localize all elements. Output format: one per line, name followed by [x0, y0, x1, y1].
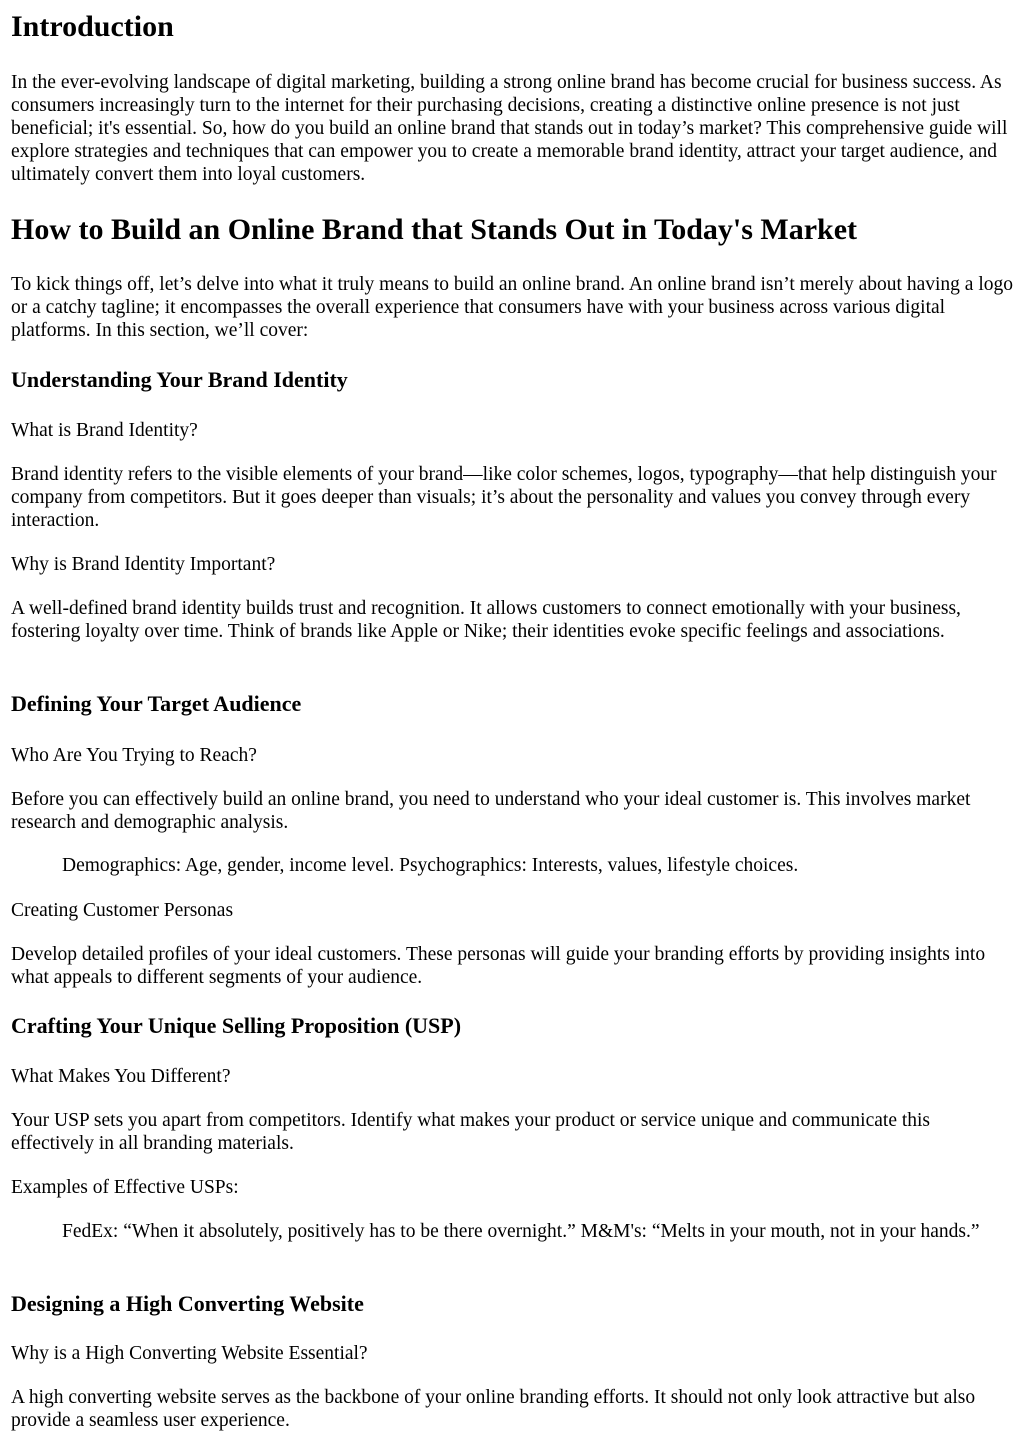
- website-heading: Designing a High Converting Website: [11, 1291, 364, 1316]
- brand-identity-question-1: What is Brand Identity?: [11, 420, 198, 441]
- brand-identity-paragraph-1: Brand identity refers to the visible elements of your brand—like color schemes, logos, typography—that help distinguish your company from competitors. But it goes deeper than visuals; it’s about the personality and values you convey through every interaction.: [11, 464, 997, 531]
- usp-blockquote: FedEx: “When it absolutely, positively has to be there overnight.” M&M's: “Melts in your mouth, not in your hands.”: [62, 1221, 980, 1242]
- brand-identity-question-2: Why is Brand Identity Important?: [11, 554, 276, 575]
- audience-question-2: Creating Customer Personas: [11, 900, 234, 921]
- audience-paragraph-1: Before you can effectively build an online brand, you need to understand who your ideal customer is. This involves market research and demographic analysis.: [11, 789, 971, 833]
- audience-heading: Defining Your Target Audience: [11, 691, 302, 716]
- intro-heading: Introduction: [11, 10, 174, 43]
- usp-question-2: Examples of Effective USPs:: [11, 1177, 239, 1198]
- usp-question-1: What Makes You Different?: [11, 1066, 231, 1087]
- website-paragraph-1: A high converting website serves as the backbone of your online branding efforts. It should not only look attractive but also provide a seamless user experience.: [11, 1387, 976, 1431]
- audience-paragraph-2: Develop detailed profiles of your ideal customers. These personas will guide your branding efforts by providing insights into what appeals to different segments of your audience.: [11, 944, 986, 988]
- audience-blockquote: Demographics: Age, gender, income level. Psychographics: Interests, values, lifestyle choices.: [62, 855, 799, 876]
- brand-identity-heading: Understanding Your Brand Identity: [11, 367, 348, 392]
- main-paragraph: To kick things off, let’s delve into what it truly means to build an online brand. An online brand isn’t merely about having a logo or a catchy tagline; it encompasses the overall experience that consumers have with your business across various digital platforms. In this section, we’ll cover:: [11, 274, 1013, 341]
- usp-heading: Crafting Your Unique Selling Proposition (USP): [11, 1013, 462, 1038]
- intro-paragraph: In the ever-evolving landscape of digital marketing, building a strong online brand has become crucial for business success. As consumers increasingly turn to the internet for their purchasing decisions, creating a distinctive online presence is not just beneficial; it's essential. So, how do you build an online brand that stands out in today’s market? This comprehensive guide will explore strategies and techniques that can empower you to create a memorable brand identity, attract your target audience, and ultimately convert them into loyal customers.: [11, 72, 1008, 185]
- usp-paragraph-1: Your USP sets you apart from competitors. Identify what makes your product or service unique and communicate this effectively in all branding materials.: [11, 1110, 931, 1154]
- main-heading: How to Build an Online Brand that Stands Out in Today's Market: [11, 213, 858, 246]
- audience-question-1: Who Are You Trying to Reach?: [11, 745, 257, 766]
- website-question-1: Why is a High Converting Website Essential?: [11, 1343, 368, 1364]
- brand-identity-paragraph-2: A well-defined brand identity builds trust and recognition. It allows customers to connect emotionally with your business, fostering loyalty over time. Think of brands like Apple or Nike; their identities evoke specific feelings and associations.: [11, 598, 961, 642]
